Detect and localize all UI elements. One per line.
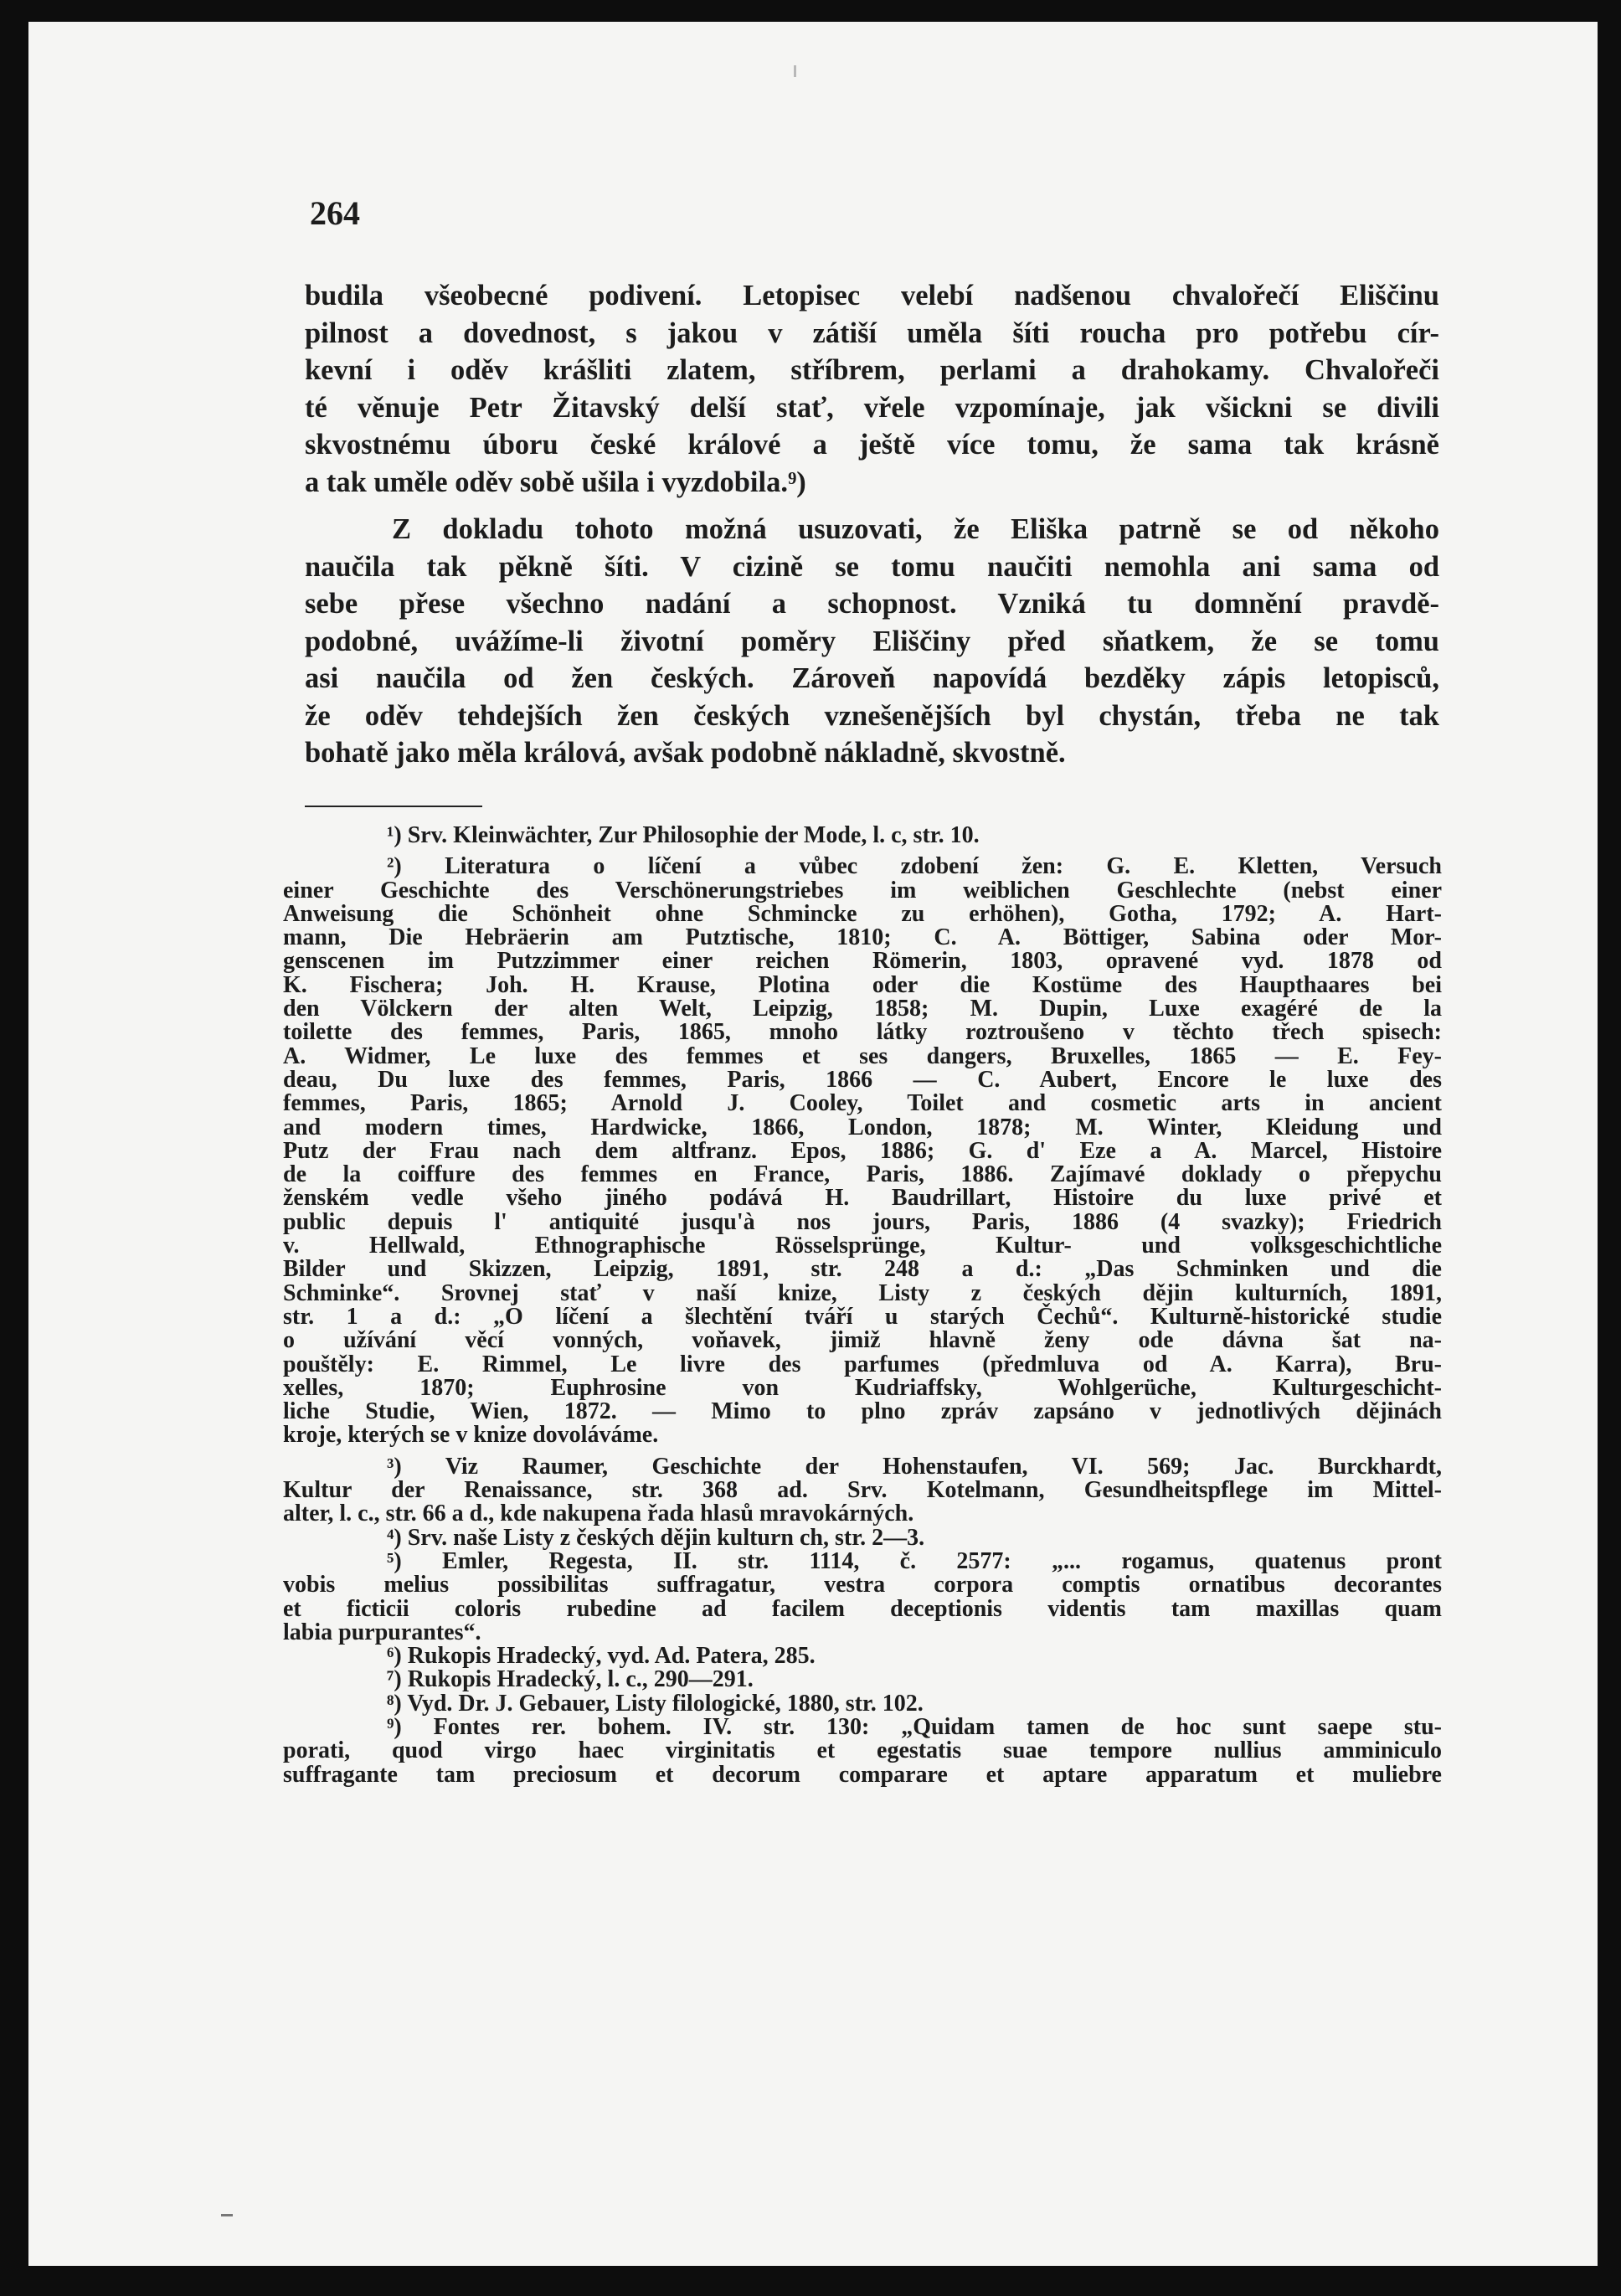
- footnote-line: and modern times, Hardwicke, 1866, London, 1878; M. Winter, Kleidung und: [283, 1114, 1442, 1140]
- scan-speck: [221, 2214, 233, 2216]
- footnote-line: Kultur der Renaissance, str. 368 ad. Srv. Kotelmann, Gesundheitspflege im Mittel-: [283, 1477, 1442, 1504]
- text-line: kevní i oděv krášliti zlatem, stříbrem, perlami a drahokamy. Chvalořeči: [305, 354, 1439, 386]
- text-line: bohatě jako měla králová, avšak podobně nákladně, skvostně.: [305, 737, 1066, 769]
- text-line: skvostnému úboru české králové a ještě více tomu, že sama tak krásně: [305, 429, 1439, 461]
- footnote-line: ⁹) Fontes rer. bohem. IV. str. 130: „Quidam tamen de hoc sunt saepe stu-: [387, 1713, 1442, 1740]
- footnote-line: de la coiffure des femmes en France, Paris, 1886. Zajímavé doklady o přepychu: [283, 1161, 1442, 1188]
- main-text: [305, 277, 1439, 772]
- footnote-line: Anweisung die Schönheit ohne Schmincke zu erhöhen), Gotha, 1792; A. Hart-: [283, 900, 1442, 927]
- footnote-line: K. Fischera; Joh. H. Krause, Plotina oder die Kostüme des Haupthaares bei: [283, 971, 1442, 998]
- footnote-line: ⁶) Rukopis Hradecký, vyd. Ad. Patera, 285.: [387, 1643, 816, 1670]
- footnote-line: pouštěly: E. Rimmel, Le livre des parfumes (předmluva od A. Karra), Bru-: [283, 1351, 1442, 1377]
- footnote-line: mann, Die Hebräerin am Putztische, 1810; C. A. Böttiger, Sabina oder Mor-: [283, 924, 1442, 951]
- text-line: podobné, uvážíme-li životní poměry Eliščiny před sňatkem, že se tomu: [305, 625, 1439, 657]
- text-line: Z dokladu tohoto možná usuzovati, že Eliška patrně se od někoho: [392, 513, 1439, 545]
- footnote-line: alter, l. c., str. 66 a d., kde nakupena řada hlasů mravokárných.: [283, 1501, 914, 1527]
- text-line: pilnost a dovednost, s jakou v zátiší uměla šíti roucha pro potřebu cír-: [305, 317, 1439, 349]
- footnote-line: kroje, kterých se v knize dovoláváme.: [283, 1422, 659, 1449]
- footnote-line: xelles, 1870; Euphrosine von Kudriaffsky, Wohlgerüche, Kulturgeschicht-: [283, 1374, 1442, 1401]
- footnote-line: vobis melius possibilitas suffragatur, vestra corpora comptis ornatibus decorantes: [283, 1572, 1442, 1598]
- text-line: asi naučila od žen českých. Zároveň napovídá bezděky zápis letopisců,: [305, 662, 1439, 694]
- scanned-page: [28, 22, 1598, 2266]
- text-line: že oděv tehdejších žen českých vznešenějších byl chystán, třeba ne tak: [305, 699, 1439, 732]
- footnote-line: str. 1 a d.: „O líčení a šlechtění tváří u starých Čechů“. Kulturně-historické studie: [283, 1303, 1442, 1330]
- footnote-line: einer Geschichte des Verschönerungstriebes im weiblichen Geschlechte (nebst einer: [283, 877, 1442, 903]
- footnote-line: A. Widmer, Le luxe des femmes et ses dangers, Bruxelles, 1865 — E. Fey-: [283, 1042, 1442, 1069]
- footnote-line: ²) Literatura o líčení a vůbec zdobení žen: G. E. Kletten, Versuch: [387, 853, 1442, 880]
- footnote-line: den Völckern der alten Welt, Leipzig, 1858; M. Dupin, Luxe exagéré de la: [283, 996, 1442, 1022]
- footnote-line: ¹) Srv. Kleinwächter, Zur Philosophie der Mode, l. c, str. 10.: [387, 822, 980, 848]
- footnote-line: genscenen im Putzzimmer einer reichen Römerin, 1803, opravené vyd. 1878 od: [283, 948, 1442, 975]
- footnote-line: ⁴) Srv. naše Listy z českých dějin kulturn ch, str. 2—3.: [387, 1524, 925, 1551]
- footnote-line: Bilder und Skizzen, Leipzig, 1891, str. 248 a d.: „Das Schminken und die: [283, 1256, 1442, 1283]
- footnote-line: liche Studie, Wien, 1872. — Mimo to plno zpráv zapsáno v jednotlivých dějinách: [283, 1398, 1442, 1425]
- footnote-line: ⁸) Vyd. Dr. J. Gebauer, Listy filologické, 1880, str. 102.: [387, 1690, 924, 1717]
- text-line: a tak uměle oděv sobě ušila i vyzdobila.⁹): [305, 466, 806, 498]
- footnote-line: porati, quod virgo haec virginitatis et egestatis suae tempore nullius amminiculo: [283, 1737, 1442, 1764]
- text-line: budila všeobecné podivení. Letopisec velebí nadšenou chvalořečí Eliščinu: [305, 280, 1439, 311]
- footnote-line: ³) Viz Raumer, Geschichte der Hohenstaufen, VI. 569; Jac. Burckhardt,: [387, 1453, 1442, 1480]
- page-number: 264: [310, 194, 360, 232]
- footnote-line: Schminke“. Srovnej stať v naší knize, Listy z českých dějin kulturních, 1891,: [283, 1279, 1442, 1306]
- footnote-line: public depuis l' antiquité jusqu'à nos jours, Paris, 1886 (4 svazky); Friedrich: [283, 1208, 1442, 1235]
- footnote-line: labia purpurantes“.: [283, 1619, 481, 1645]
- footnote-divider: [305, 806, 482, 807]
- footnote-line: femmes, Paris, 1865; Arnold J. Cooley, Toilet and cosmetic arts in ancient: [283, 1090, 1442, 1117]
- footnote-line: v. Hellwald, Ethnographische Rösselsprünge, Kultur- und volksgeschichtliche: [283, 1233, 1442, 1259]
- footnote-line: ⁷) Rukopis Hradecký, l. c., 290—291.: [387, 1666, 754, 1693]
- footnote-line: suffragante tam preciosum et decorum comparare et aptare apparatum et muliebre: [283, 1761, 1442, 1788]
- footnote-line: o užívání věcí vonných, voňavek, jimiž hlavně ženy ode dávna šat na-: [283, 1327, 1442, 1354]
- scan-speck: [794, 65, 796, 77]
- text-line: sebe přese všechno nadání a schopnost. Vzniká tu domnění pravdě-: [305, 588, 1439, 620]
- footnotes: [283, 824, 1442, 1787]
- text-line: té věnuje Petr Žitavský delší stať, vřele vzpomínaje, jak všickni se divili: [305, 391, 1439, 424]
- text-line: naučila tak pěkně šíti. V cizině se tomu naučiti nemohla ani sama od: [305, 550, 1439, 583]
- footnote-line: deau, Du luxe des femmes, Paris, 1866 — C. Aubert, Encore le luxe des: [283, 1066, 1442, 1093]
- footnote-line: Putz der Frau nach dem altfranz. Epos, 1886; G. d' Eze a A. Marcel, Histoire: [283, 1137, 1442, 1164]
- footnote-line: ženském vedle všeho jiného podává H. Baudrillart, Histoire du luxe privé et: [283, 1185, 1442, 1212]
- footnote-line: toilette des femmes, Paris, 1865, mnoho látky roztroušeno v těchto třech spisech:: [283, 1019, 1442, 1046]
- footnote-line: ⁵) Emler, Regesta, II. str. 1114, č. 2577: „... rogamus, quatenus pront: [387, 1547, 1442, 1574]
- footnote-line: et ficticii coloris rubedine ad facilem deceptionis videntis tam maxillas quam: [283, 1595, 1442, 1622]
